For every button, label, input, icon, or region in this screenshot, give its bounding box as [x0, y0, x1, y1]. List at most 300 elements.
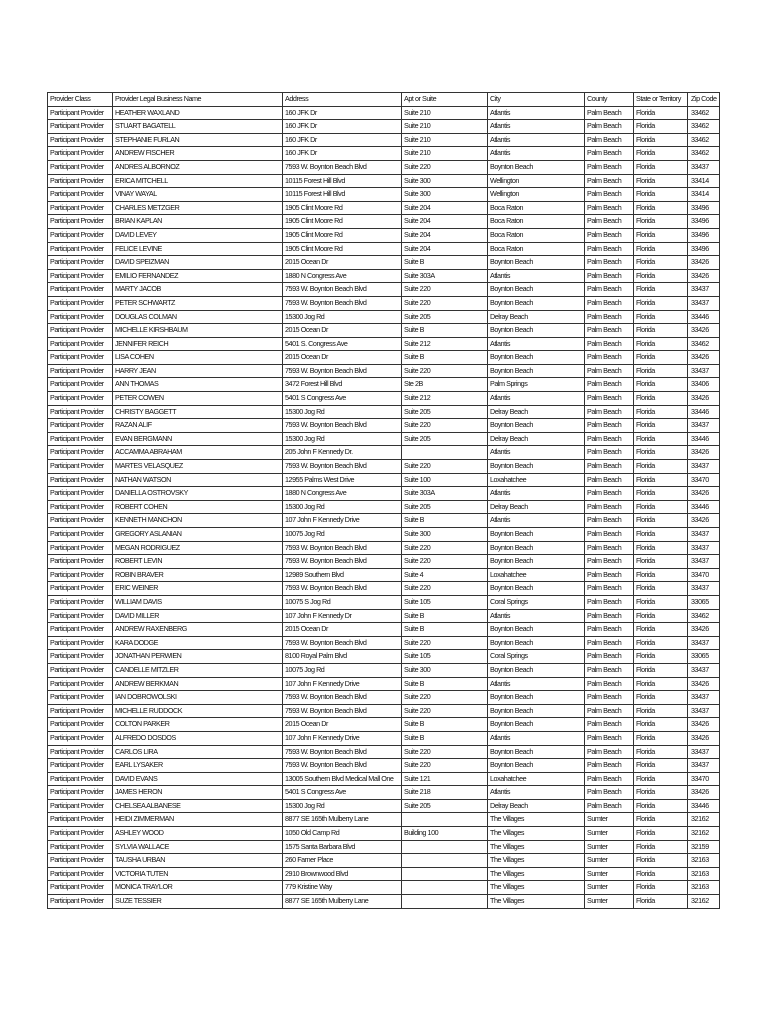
zip-cell: 33437	[688, 160, 720, 174]
suite-cell: Suite 204	[402, 201, 488, 215]
business-name-cell: STUART BAGATELL	[113, 120, 283, 134]
county-cell: Sumter	[585, 840, 634, 854]
suite-cell: Suite B	[402, 623, 488, 637]
suite-cell	[402, 446, 488, 460]
county-cell: Palm Beach	[585, 745, 634, 759]
address-cell: 160 JFK Dr	[283, 147, 402, 161]
business-name-cell: VINAY WAYAL	[113, 188, 283, 202]
address-cell: 2910 Brownwood Blvd	[283, 867, 402, 881]
address-cell: 779 Kristine Way	[283, 881, 402, 895]
county-cell: Palm Beach	[585, 677, 634, 691]
address-cell: 1905 Clint Moore Rd	[283, 228, 402, 242]
county-cell: Palm Beach	[585, 623, 634, 637]
provider-class-cell: Participant Provider	[48, 514, 113, 528]
suite-cell: Suite 205	[402, 405, 488, 419]
provider-class-cell: Participant Provider	[48, 704, 113, 718]
zip-cell: 33437	[688, 460, 720, 474]
zip-cell: 33426	[688, 446, 720, 460]
provider-class-cell: Participant Provider	[48, 242, 113, 256]
zip-cell: 33426	[688, 731, 720, 745]
state-cell: Florida	[634, 650, 688, 664]
city-cell: Coral Springs	[488, 650, 585, 664]
county-cell: Sumter	[585, 895, 634, 909]
state-cell: Florida	[634, 269, 688, 283]
provider-class-cell: Participant Provider	[48, 446, 113, 460]
county-cell: Palm Beach	[585, 337, 634, 351]
provider-class-cell: Participant Provider	[48, 759, 113, 773]
business-name-cell: CHELSEA ALBANESE	[113, 799, 283, 813]
header-city: City	[488, 93, 585, 107]
state-cell: Florida	[634, 827, 688, 841]
county-cell: Sumter	[585, 813, 634, 827]
address-cell: 10075 S Jog Rd	[283, 595, 402, 609]
zip-cell: 33496	[688, 215, 720, 229]
suite-cell: Suite 220	[402, 636, 488, 650]
address-cell: 15300 Jog Rd	[283, 432, 402, 446]
city-cell: Atlantis	[488, 106, 585, 120]
business-name-cell: ERIC WEINER	[113, 582, 283, 596]
suite-cell	[402, 840, 488, 854]
table-row	[48, 378, 720, 392]
state-cell: Florida	[634, 759, 688, 773]
city-cell: Atlantis	[488, 514, 585, 528]
provider-class-cell: Participant Provider	[48, 201, 113, 215]
zip-cell: 33462	[688, 133, 720, 147]
city-cell: Atlantis	[488, 392, 585, 406]
suite-cell: Suite 220	[402, 759, 488, 773]
zip-cell: 33426	[688, 256, 720, 270]
county-cell: Palm Beach	[585, 446, 634, 460]
county-cell: Palm Beach	[585, 242, 634, 256]
provider-class-cell: Participant Provider	[48, 636, 113, 650]
provider-class-cell: Participant Provider	[48, 691, 113, 705]
zip-cell: 33446	[688, 405, 720, 419]
state-cell: Florida	[634, 528, 688, 542]
city-cell: Boca Raton	[488, 215, 585, 229]
provider-class-cell: Participant Provider	[48, 745, 113, 759]
address-cell: 10075 Jog Rd	[283, 663, 402, 677]
city-cell: Boynton Beach	[488, 704, 585, 718]
business-name-cell: PETER COWEN	[113, 392, 283, 406]
state-cell: Florida	[634, 242, 688, 256]
state-cell: Florida	[634, 228, 688, 242]
business-name-cell: CARLOS LIRA	[113, 745, 283, 759]
table-row	[48, 188, 720, 202]
state-cell: Florida	[634, 500, 688, 514]
state-cell: Florida	[634, 351, 688, 365]
table-row	[48, 514, 720, 528]
address-cell: 260 Farner Place	[283, 854, 402, 868]
provider-class-cell: Participant Provider	[48, 106, 113, 120]
business-name-cell: DAVID EVANS	[113, 772, 283, 786]
city-cell: Atlantis	[488, 609, 585, 623]
city-cell: Boca Raton	[488, 201, 585, 215]
provider-class-cell: Participant Provider	[48, 623, 113, 637]
provider-class-cell: Participant Provider	[48, 283, 113, 297]
county-cell: Palm Beach	[585, 555, 634, 569]
table-row	[48, 432, 720, 446]
table-row	[48, 174, 720, 188]
address-cell: 107 John F Kennedy Drive	[283, 514, 402, 528]
table-row	[48, 650, 720, 664]
zip-cell: 33437	[688, 541, 720, 555]
state-cell: Florida	[634, 691, 688, 705]
county-cell: Palm Beach	[585, 419, 634, 433]
city-cell: Atlantis	[488, 487, 585, 501]
state-cell: Florida	[634, 283, 688, 297]
address-cell: 7593 W. Boynton Beach Blvd	[283, 160, 402, 174]
city-cell: Boynton Beach	[488, 718, 585, 732]
table-row	[48, 895, 720, 909]
business-name-cell: ASHLEY WOOD	[113, 827, 283, 841]
table-row	[48, 446, 720, 460]
state-cell: Florida	[634, 160, 688, 174]
table-row	[48, 677, 720, 691]
address-cell: 7593 W. Boynton Beach Blvd	[283, 364, 402, 378]
address-cell: 7593 W. Boynton Beach Blvd	[283, 582, 402, 596]
state-cell: Florida	[634, 147, 688, 161]
address-cell: 160 JFK Dr	[283, 106, 402, 120]
table-row	[48, 215, 720, 229]
county-cell: Palm Beach	[585, 269, 634, 283]
city-cell: Boynton Beach	[488, 296, 585, 310]
address-cell: 7593 W. Boynton Beach Blvd	[283, 745, 402, 759]
business-name-cell: MARTES VELASQUEZ	[113, 460, 283, 474]
county-cell: Palm Beach	[585, 460, 634, 474]
state-cell: Florida	[634, 677, 688, 691]
state-cell: Florida	[634, 772, 688, 786]
county-cell: Palm Beach	[585, 487, 634, 501]
city-cell: Delray Beach	[488, 432, 585, 446]
county-cell: Palm Beach	[585, 704, 634, 718]
table-row	[48, 555, 720, 569]
business-name-cell: MARTY JACOB	[113, 283, 283, 297]
business-name-cell: EARL LYSAKER	[113, 759, 283, 773]
business-name-cell: HEATHER WAXLAND	[113, 106, 283, 120]
city-cell: Delray Beach	[488, 500, 585, 514]
zip-cell: 33437	[688, 582, 720, 596]
table-row	[48, 663, 720, 677]
business-name-cell: TAUSHA URBAN	[113, 854, 283, 868]
zip-cell: 33462	[688, 609, 720, 623]
suite-cell: Suite 205	[402, 799, 488, 813]
table-row	[48, 813, 720, 827]
state-cell: Florida	[634, 840, 688, 854]
county-cell: Palm Beach	[585, 215, 634, 229]
table-row	[48, 500, 720, 514]
provider-class-cell: Participant Provider	[48, 650, 113, 664]
table-row	[48, 487, 720, 501]
header-state: State or Territory	[634, 93, 688, 107]
business-name-cell: WILLIAM DAVIS	[113, 595, 283, 609]
city-cell: Boynton Beach	[488, 160, 585, 174]
suite-cell: Suite 205	[402, 500, 488, 514]
county-cell: Palm Beach	[585, 256, 634, 270]
county-cell: Palm Beach	[585, 133, 634, 147]
county-cell: Palm Beach	[585, 650, 634, 664]
provider-class-cell: Participant Provider	[48, 568, 113, 582]
city-cell: Boynton Beach	[488, 256, 585, 270]
state-cell: Florida	[634, 568, 688, 582]
provider-class-cell: Participant Provider	[48, 867, 113, 881]
business-name-cell: CANDELLE MITZLER	[113, 663, 283, 677]
provider-class-cell: Participant Provider	[48, 813, 113, 827]
business-name-cell: ROBERT LEVIN	[113, 555, 283, 569]
suite-cell: Suite B	[402, 256, 488, 270]
city-cell: Atlantis	[488, 337, 585, 351]
address-cell: 1880 N Congress Ave	[283, 487, 402, 501]
city-cell: Palm Springs	[488, 378, 585, 392]
table-row	[48, 364, 720, 378]
county-cell: Palm Beach	[585, 405, 634, 419]
county-cell: Palm Beach	[585, 663, 634, 677]
table-row	[48, 745, 720, 759]
city-cell: Boynton Beach	[488, 364, 585, 378]
table-row	[48, 568, 720, 582]
zip-cell: 33446	[688, 432, 720, 446]
state-cell: Florida	[634, 120, 688, 134]
business-name-cell: MICHELLE RUDDOCK	[113, 704, 283, 718]
state-cell: Florida	[634, 188, 688, 202]
state-cell: Florida	[634, 663, 688, 677]
address-cell: 8877 SE 165th Mulberry Lane	[283, 895, 402, 909]
address-cell: 15300 Jog Rd	[283, 500, 402, 514]
county-cell: Palm Beach	[585, 609, 634, 623]
suite-cell: Suite B	[402, 677, 488, 691]
address-cell: 12955 Palms West Drive	[283, 473, 402, 487]
zip-cell: 33496	[688, 228, 720, 242]
zip-cell: 33437	[688, 296, 720, 310]
address-cell: 10115 Forest Hill Blvd	[283, 174, 402, 188]
state-cell: Florida	[634, 337, 688, 351]
table-row	[48, 786, 720, 800]
city-cell: Atlantis	[488, 786, 585, 800]
address-cell: 1905 Clint Moore Rd	[283, 215, 402, 229]
provider-class-cell: Participant Provider	[48, 786, 113, 800]
address-cell: 160 JFK Dr	[283, 120, 402, 134]
header-zip: Zip Code	[688, 93, 720, 107]
table-row	[48, 242, 720, 256]
suite-cell: Suite 220	[402, 364, 488, 378]
city-cell: Boynton Beach	[488, 759, 585, 773]
state-cell: Florida	[634, 718, 688, 732]
city-cell: Delray Beach	[488, 799, 585, 813]
zip-cell: 33437	[688, 283, 720, 297]
business-name-cell: NATHAN WATSON	[113, 473, 283, 487]
state-cell: Florida	[634, 704, 688, 718]
address-cell: 10075 Jog Rd	[283, 528, 402, 542]
address-cell: 2015 Ocean Dr	[283, 351, 402, 365]
suite-cell: Suite 105	[402, 650, 488, 664]
address-cell: 5401 S Congress Ave	[283, 392, 402, 406]
business-name-cell: JENNIFER REICH	[113, 337, 283, 351]
city-cell: Delray Beach	[488, 310, 585, 324]
table-row	[48, 351, 720, 365]
business-name-cell: CHRISTY BAGGETT	[113, 405, 283, 419]
table-row	[48, 867, 720, 881]
business-name-cell: MEGAN RODRIGUEZ	[113, 541, 283, 555]
county-cell: Palm Beach	[585, 310, 634, 324]
business-name-cell: SUZE TESSIER	[113, 895, 283, 909]
business-name-cell: EVAN BERGMANN	[113, 432, 283, 446]
business-name-cell: LISA COHEN	[113, 351, 283, 365]
business-name-cell: CHARLES METZGER	[113, 201, 283, 215]
state-cell: Florida	[634, 364, 688, 378]
county-cell: Palm Beach	[585, 786, 634, 800]
business-name-cell: RAZAN ALIF	[113, 419, 283, 433]
provider-class-cell: Participant Provider	[48, 582, 113, 596]
address-cell: 15300 Jog Rd	[283, 799, 402, 813]
city-cell: Loxahatchee	[488, 772, 585, 786]
business-name-cell: ANDREW RAXENBERG	[113, 623, 283, 637]
zip-cell: 33065	[688, 595, 720, 609]
suite-cell: Suite 212	[402, 337, 488, 351]
business-name-cell: DAVID MILLER	[113, 609, 283, 623]
business-name-cell: DANIELLA OSTROVSKY	[113, 487, 283, 501]
city-cell: Boynton Beach	[488, 528, 585, 542]
state-cell: Florida	[634, 895, 688, 909]
table-row	[48, 623, 720, 637]
address-cell: 5401 S. Congress Ave	[283, 337, 402, 351]
state-cell: Florida	[634, 310, 688, 324]
city-cell: Boynton Beach	[488, 460, 585, 474]
county-cell: Palm Beach	[585, 568, 634, 582]
city-cell: Wellington	[488, 174, 585, 188]
business-name-cell: ALFREDO DOSDOS	[113, 731, 283, 745]
state-cell: Florida	[634, 609, 688, 623]
zip-cell: 33462	[688, 147, 720, 161]
business-name-cell: HEIDI ZIMMERMAN	[113, 813, 283, 827]
state-cell: Florida	[634, 854, 688, 868]
zip-cell: 33426	[688, 786, 720, 800]
address-cell: 160 JFK Dr	[283, 133, 402, 147]
county-cell: Palm Beach	[585, 188, 634, 202]
city-cell: Boynton Beach	[488, 636, 585, 650]
zip-cell: 33426	[688, 677, 720, 691]
address-cell: 1880 N Congress Ave	[283, 269, 402, 283]
zip-cell: 33446	[688, 310, 720, 324]
table-row	[48, 473, 720, 487]
suite-cell: Suite 220	[402, 691, 488, 705]
suite-cell: Suite B	[402, 718, 488, 732]
suite-cell: Suite 204	[402, 242, 488, 256]
suite-cell: Suite 300	[402, 528, 488, 542]
county-cell: Palm Beach	[585, 228, 634, 242]
county-cell: Sumter	[585, 881, 634, 895]
business-name-cell: ANDREW BERKMAN	[113, 677, 283, 691]
suite-cell: Suite 210	[402, 120, 488, 134]
suite-cell: Suite 300	[402, 174, 488, 188]
provider-class-cell: Participant Provider	[48, 215, 113, 229]
zip-cell: 33414	[688, 188, 720, 202]
address-cell: 205 John F Kennedy Dr.	[283, 446, 402, 460]
business-name-cell: VICTORIA TUTEN	[113, 867, 283, 881]
suite-cell: Suite 205	[402, 310, 488, 324]
address-cell: 10115 Forest Hill Blvd	[283, 188, 402, 202]
suite-cell: Suite 303A	[402, 269, 488, 283]
state-cell: Florida	[634, 432, 688, 446]
business-name-cell: STEPHANIE FURLAN	[113, 133, 283, 147]
county-cell: Palm Beach	[585, 582, 634, 596]
county-cell: Sumter	[585, 867, 634, 881]
provider-class-cell: Participant Provider	[48, 378, 113, 392]
suite-cell: Suite 220	[402, 160, 488, 174]
business-name-cell: MONICA TRAYLOR	[113, 881, 283, 895]
suite-cell: Suite 121	[402, 772, 488, 786]
provider-class-cell: Participant Provider	[48, 677, 113, 691]
suite-cell: Suite 220	[402, 283, 488, 297]
zip-cell: 33496	[688, 201, 720, 215]
county-cell: Palm Beach	[585, 392, 634, 406]
state-cell: Florida	[634, 595, 688, 609]
table-row	[48, 704, 720, 718]
suite-cell: Suite B	[402, 609, 488, 623]
state-cell: Florida	[634, 745, 688, 759]
provider-class-cell: Participant Provider	[48, 296, 113, 310]
provider-class-cell: Participant Provider	[48, 772, 113, 786]
city-cell: Atlantis	[488, 731, 585, 745]
state-cell: Florida	[634, 460, 688, 474]
business-name-cell: ACCAMMA ABRAHAM	[113, 446, 283, 460]
header-county: County	[585, 93, 634, 107]
address-cell: 107 John F Kennedy Drive	[283, 677, 402, 691]
city-cell: The Villages	[488, 854, 585, 868]
business-name-cell: FELICE LEVINE	[113, 242, 283, 256]
table-row	[48, 392, 720, 406]
provider-class-cell: Participant Provider	[48, 419, 113, 433]
provider-class-cell: Participant Provider	[48, 827, 113, 841]
table-row	[48, 759, 720, 773]
city-cell: Boynton Beach	[488, 691, 585, 705]
city-cell: Atlantis	[488, 133, 585, 147]
state-cell: Florida	[634, 881, 688, 895]
zip-cell: 33496	[688, 242, 720, 256]
table-row	[48, 691, 720, 705]
city-cell: Atlantis	[488, 120, 585, 134]
county-cell: Palm Beach	[585, 799, 634, 813]
suite-cell: Suite 210	[402, 106, 488, 120]
business-name-cell: IAN DOBROWOLSKI	[113, 691, 283, 705]
state-cell: Florida	[634, 487, 688, 501]
state-cell: Florida	[634, 813, 688, 827]
address-cell: 12989 Southern Blvd	[283, 568, 402, 582]
zip-cell: 33406	[688, 378, 720, 392]
zip-cell: 33437	[688, 528, 720, 542]
address-cell: 7593 W. Boynton Beach Blvd	[283, 759, 402, 773]
zip-cell: 32159	[688, 840, 720, 854]
state-cell: Florida	[634, 446, 688, 460]
table-row	[48, 296, 720, 310]
zip-cell: 32163	[688, 881, 720, 895]
state-cell: Florida	[634, 473, 688, 487]
provider-class-cell: Participant Provider	[48, 392, 113, 406]
address-cell: 8877 SE 165th Mulberry Lane	[283, 813, 402, 827]
city-cell: Atlantis	[488, 269, 585, 283]
business-name-cell: HARRY JEAN	[113, 364, 283, 378]
provider-class-cell: Participant Provider	[48, 160, 113, 174]
suite-cell: Suite 204	[402, 228, 488, 242]
table-row	[48, 133, 720, 147]
zip-cell: 32163	[688, 867, 720, 881]
table-row	[48, 854, 720, 868]
provider-class-cell: Participant Provider	[48, 840, 113, 854]
county-cell: Palm Beach	[585, 378, 634, 392]
header-provider-class: Provider Class	[48, 93, 113, 107]
table-row	[48, 120, 720, 134]
table-row	[48, 460, 720, 474]
address-cell: 7593 W. Boynton Beach Blvd	[283, 283, 402, 297]
provider-class-cell: Participant Provider	[48, 799, 113, 813]
